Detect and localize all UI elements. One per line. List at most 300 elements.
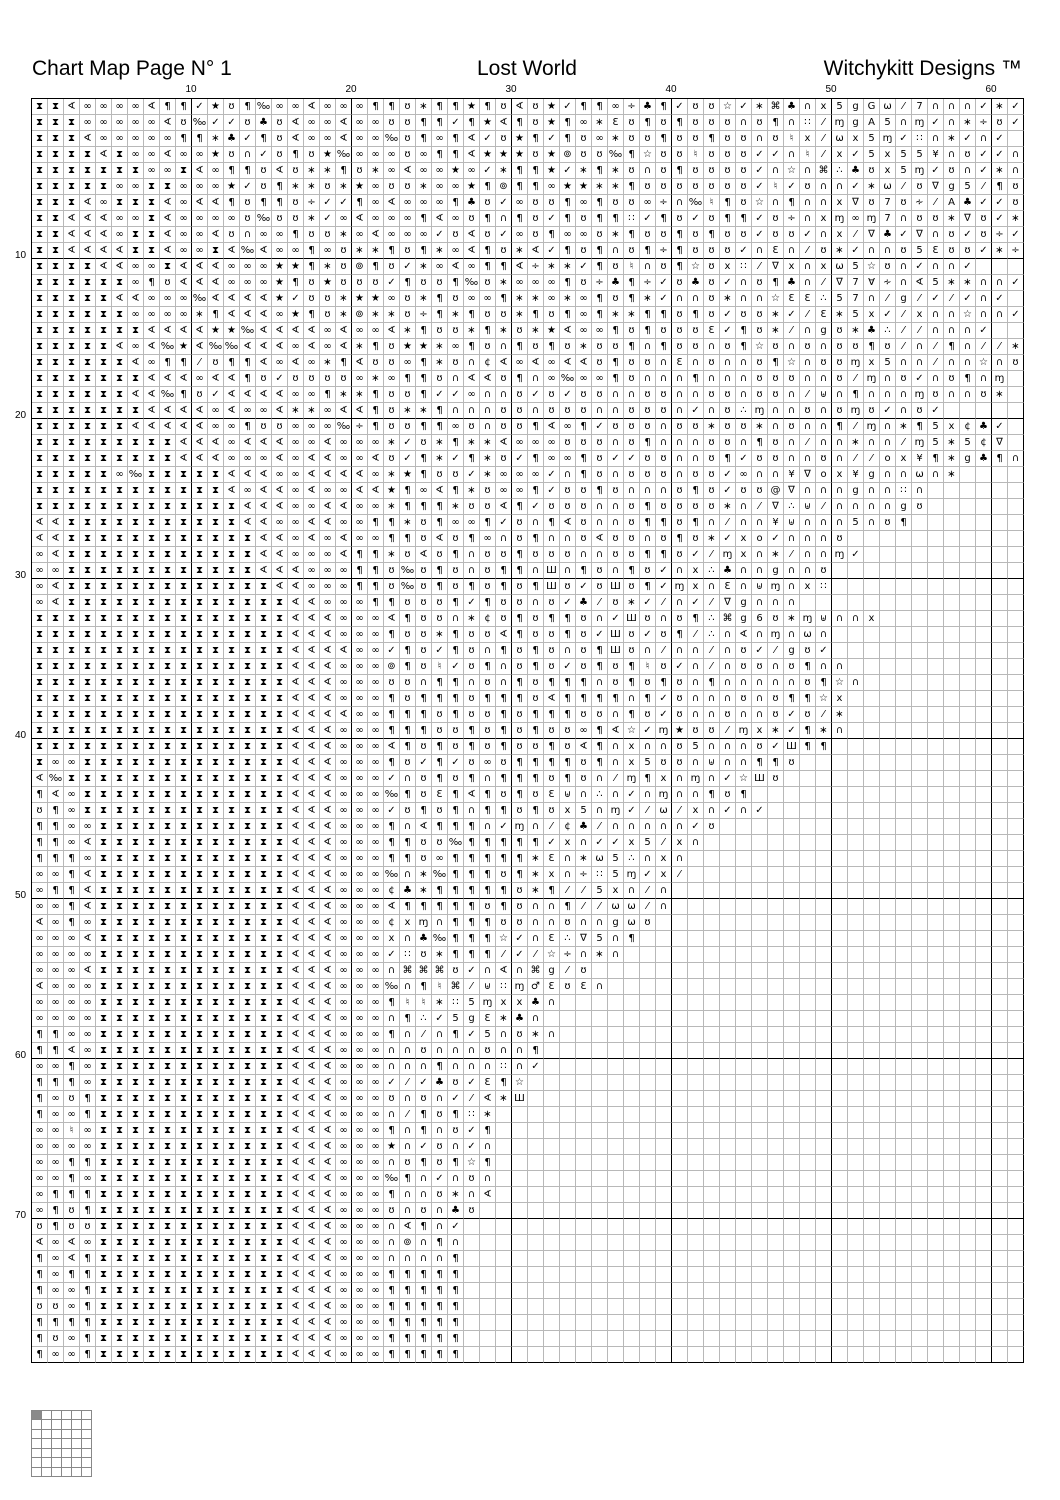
stitch-cell (672, 1075, 688, 1091)
stitch-cell: ∞ (368, 1139, 384, 1155)
stitch-cell: ¶ (768, 355, 784, 371)
stitch-cell: ¶ (384, 1283, 400, 1299)
stitch-cell: ʊ (912, 403, 928, 419)
stitch-cell: ∗ (768, 723, 784, 739)
stitch-cell (656, 1331, 672, 1347)
stitch-cell: ¶ (432, 115, 448, 131)
stitch-cell: ʊ (208, 355, 224, 371)
stitch-cell: ⧗ (128, 1187, 144, 1203)
stitch-cell: ⧗ (176, 883, 192, 899)
stitch-cell (800, 1059, 816, 1075)
stitch-cell (800, 1123, 816, 1139)
stitch-cell: ⧗ (272, 1075, 288, 1091)
stitch-cell: ʊ (416, 835, 432, 851)
stitch-cell: ⧗ (272, 1219, 288, 1235)
stitch-cell (832, 1171, 848, 1187)
stitch-cell: ⧗ (112, 163, 128, 179)
stitch-cell (672, 883, 688, 899)
stitch-cell: ∗ (352, 243, 368, 259)
stitch-cell: ¶ (352, 579, 368, 595)
stitch-cell: ⧗ (256, 1123, 272, 1139)
stitch-cell: ∢ (288, 611, 304, 627)
stitch-cell: ∢ (320, 1075, 336, 1091)
stitch-cell: ʊ (288, 195, 304, 211)
stitch-cell: ʊ (576, 499, 592, 515)
stitch-cell: ∩ (560, 531, 576, 547)
stitch-cell: ∢ (208, 291, 224, 307)
stitch-cell: ∞ (528, 435, 544, 451)
stitch-cell (704, 1091, 720, 1107)
stitch-cell: ʊ (720, 243, 736, 259)
stitch-cell (896, 675, 912, 691)
stitch-cell (832, 1251, 848, 1267)
stitch-cell: ¶ (32, 1315, 48, 1331)
stitch-cell: ¶ (496, 563, 512, 579)
stitch-cell: ⧗ (80, 147, 96, 163)
stitch-cell: ʊ (416, 739, 432, 755)
stitch-cell: ⧗ (160, 979, 176, 995)
stitch-cell: ʊ (752, 323, 768, 339)
stitch-cell (928, 611, 944, 627)
stitch-cell: ∗ (384, 307, 400, 323)
stitch-cell: ʊ (640, 387, 656, 403)
stitch-cell: ¶ (592, 691, 608, 707)
stitch-cell: ¶ (640, 243, 656, 259)
stitch-cell: ∞ (352, 611, 368, 627)
stitch-cell: ∩ (496, 1043, 512, 1059)
row-label: 60 (15, 1050, 27, 1061)
stitch-cell (608, 1139, 624, 1155)
stitch-cell (832, 1283, 848, 1299)
stitch-cell: ⧗ (160, 1299, 176, 1315)
stitch-cell: ∗ (288, 403, 304, 419)
stitch-cell (960, 1059, 976, 1075)
stitch-cell: ∩ (608, 435, 624, 451)
stitch-cell (560, 1155, 576, 1171)
stitch-cell: ‰ (256, 211, 272, 227)
stitch-cell: ∞ (32, 947, 48, 963)
stitch-cell: ∞ (32, 563, 48, 579)
stitch-cell: ☆ (464, 1155, 480, 1171)
stitch-cell: ʊ (736, 419, 752, 435)
stitch-cell (720, 883, 736, 899)
stitch-cell (656, 1059, 672, 1075)
stitch-cell: ∞ (176, 195, 192, 211)
stitch-cell: ∢ (336, 131, 352, 147)
stitch-cell: ¶ (592, 99, 608, 115)
stitch-cell (1008, 899, 1024, 915)
stitch-cell: ✓ (848, 243, 864, 259)
stitch-cell: ∩ (656, 419, 672, 435)
stitch-cell: ⧗ (144, 963, 160, 979)
stitch-cell: ∗ (512, 243, 528, 259)
stitch-cell: ⧗ (192, 1027, 208, 1043)
stitch-cell: ¶ (464, 851, 480, 867)
stitch-cell: ∞ (512, 467, 528, 483)
stitch-cell (912, 915, 928, 931)
stitch-cell: ⧗ (112, 307, 128, 323)
stitch-cell: ¶ (496, 835, 512, 851)
stitch-cell (928, 771, 944, 787)
stitch-cell: ¶ (640, 547, 656, 563)
stitch-cell (640, 1219, 656, 1235)
stitch-cell (960, 1043, 976, 1059)
stitch-cell: ¶ (528, 579, 544, 595)
stitch-cell: ¶ (480, 883, 496, 899)
stitch-cell: ∞ (352, 1251, 368, 1267)
stitch-cell (848, 1107, 864, 1123)
stitch-cell: ∩ (608, 787, 624, 803)
stitch-cell (672, 1011, 688, 1027)
stitch-cell: ¶ (528, 307, 544, 323)
stitch-cell: x (736, 531, 752, 547)
stitch-cell (576, 1139, 592, 1155)
stitch-cell: 7 (912, 99, 928, 115)
stitch-cell: ʊ (544, 387, 560, 403)
stitch-cell: ∢ (320, 1139, 336, 1155)
stitch-cell: ∩ (800, 211, 816, 227)
stitch-cell: ∞ (336, 1283, 352, 1299)
stitch-cell (864, 1059, 880, 1075)
stitch-cell: ∢ (304, 1075, 320, 1091)
stitch-cell: ʊ (480, 307, 496, 323)
stitch-cell (704, 915, 720, 931)
stitch-cell (784, 851, 800, 867)
stitch-cell: ∢ (320, 835, 336, 851)
stitch-cell: ʊ (416, 1091, 432, 1107)
stitch-cell: ∩ (752, 243, 768, 259)
stitch-cell: ∩ (576, 947, 592, 963)
stitch-cell: ∞ (64, 819, 80, 835)
stitch-cell (672, 1139, 688, 1155)
stitch-cell: ω (880, 99, 896, 115)
stitch-cell: ∩ (736, 755, 752, 771)
stitch-cell: g (464, 1011, 480, 1027)
stitch-cell: ∩ (480, 819, 496, 835)
stitch-cell (640, 1315, 656, 1331)
stitch-cell: ∢ (320, 1315, 336, 1331)
stitch-cell (592, 1235, 608, 1251)
stitch-cell (944, 611, 960, 627)
stitch-cell: ⧗ (112, 483, 128, 499)
stitch-cell (736, 819, 752, 835)
stitch-cell: ★ (368, 291, 384, 307)
stitch-cell: ∗ (304, 211, 320, 227)
stitch-cell: ‰ (240, 243, 256, 259)
stitch-cell: 5 (480, 1027, 496, 1043)
stitch-cell: ∩ (400, 1091, 416, 1107)
stitch-cell (832, 739, 848, 755)
stitch-cell: ⧗ (128, 227, 144, 243)
stitch-cell: ∢ (192, 259, 208, 275)
stitch-cell: ⧗ (128, 483, 144, 499)
stitch-cell (976, 1347, 992, 1363)
stitch-cell: ⧗ (64, 547, 80, 563)
stitch-cell: ✓ (960, 259, 976, 275)
stitch-cell: ʊ (640, 179, 656, 195)
stitch-cell (672, 1155, 688, 1171)
stitch-cell: ∩ (640, 851, 656, 867)
stitch-cell: ∢ (160, 403, 176, 419)
stitch-cell: ∞ (336, 1075, 352, 1091)
stitch-cell: ¶ (736, 323, 752, 339)
stitch-cell: ¶ (640, 323, 656, 339)
stitch-cell: ∗ (544, 259, 560, 275)
stitch-cell (912, 563, 928, 579)
stitch-cell: ⧗ (272, 659, 288, 675)
stitch-cell: ‰ (432, 931, 448, 947)
stitch-cell: ∩ (464, 675, 480, 691)
stitch-cell (960, 723, 976, 739)
stitch-cell: ʊ (416, 643, 432, 659)
stitch-cell: ¶ (576, 419, 592, 435)
stitch-cell (624, 1027, 640, 1043)
stitch-cell: ¶ (480, 179, 496, 195)
stitch-cell: ⧗ (96, 531, 112, 547)
stitch-cell (880, 1347, 896, 1363)
stitch-cell: Ш (784, 739, 800, 755)
stitch-cell (752, 899, 768, 915)
stitch-cell: ⧗ (96, 1155, 112, 1171)
stitch-cell: ⧗ (224, 819, 240, 835)
stitch-cell: ⁄ (720, 723, 736, 739)
stitch-cell: ⧗ (256, 739, 272, 755)
stitch-cell: ∴ (832, 163, 848, 179)
stitch-cell: x (656, 851, 672, 867)
stitch-cell (704, 1043, 720, 1059)
stitch-cell (608, 1315, 624, 1331)
stitch-cell: ⧗ (240, 1283, 256, 1299)
stitch-cell (832, 947, 848, 963)
stitch-cell: ʊ (400, 387, 416, 403)
stitch-cell: ∢ (272, 339, 288, 355)
stitch-cell: ⧗ (32, 611, 48, 627)
stitch-cell: ⧗ (160, 931, 176, 947)
stitch-cell: ∢ (32, 1235, 48, 1251)
stitch-cell: ∗ (336, 291, 352, 307)
stitch-cell: ʊ (720, 115, 736, 131)
stitch-cell: ∩ (992, 355, 1008, 371)
stitch-cell: ⧗ (272, 611, 288, 627)
stitch-cell: ★ (496, 147, 512, 163)
stitch-cell (944, 1123, 960, 1139)
stitch-cell: ⧗ (272, 675, 288, 691)
stitch-cell: ʊ (656, 755, 672, 771)
stitch-cell: ⧗ (80, 531, 96, 547)
stitch-cell: ⧗ (128, 563, 144, 579)
stitch-cell (800, 1331, 816, 1347)
stitch-cell: ⁄ (576, 899, 592, 915)
stitch-cell: ⧗ (96, 883, 112, 899)
stitch-cell: ʊ (432, 1187, 448, 1203)
stitch-cell: ⧗ (272, 1091, 288, 1107)
stitch-cell: ∢ (304, 1235, 320, 1251)
stitch-cell: ɱ (864, 419, 880, 435)
stitch-cell: ⧗ (128, 1123, 144, 1139)
stitch-cell: ⧗ (112, 995, 128, 1011)
stitch-cell: ∩ (768, 195, 784, 211)
stitch-cell: ⧗ (208, 707, 224, 723)
stitch-cell: ∩ (432, 915, 448, 931)
stitch-cell: ∢ (176, 323, 192, 339)
stitch-cell: ʊ (384, 387, 400, 403)
stitch-cell: ∢ (320, 1059, 336, 1075)
stitch-cell: ⧗ (256, 1235, 272, 1251)
stitch-cell: ʊ (400, 179, 416, 195)
stitch-cell (992, 755, 1008, 771)
stitch-cell: ⧗ (144, 1091, 160, 1107)
stitch-cell (864, 1219, 880, 1235)
stitch-cell: ⧗ (208, 835, 224, 851)
stitch-cell: ʊ (928, 387, 944, 403)
stitch-cell (912, 1203, 928, 1219)
stitch-cell (704, 1027, 720, 1043)
stitch-cell: ∞ (560, 451, 576, 467)
stitch-cell (944, 787, 960, 803)
stitch-cell: ∗ (384, 467, 400, 483)
stitch-cell: ∢ (304, 675, 320, 691)
stitch-cell: ⧗ (240, 627, 256, 643)
stitch-cell (672, 1219, 688, 1235)
stitch-cell: ¶ (624, 291, 640, 307)
stitch-cell: ¶ (400, 707, 416, 723)
page-map-cell (62, 1449, 72, 1458)
stitch-cell (608, 1283, 624, 1299)
stitch-cell: ʊ (512, 403, 528, 419)
stitch-cell: ∞ (48, 947, 64, 963)
stitch-cell: ∞ (64, 1139, 80, 1155)
stitch-cell (464, 1331, 480, 1347)
stitch-cell: ¶ (736, 787, 752, 803)
stitch-cell: ⧗ (144, 563, 160, 579)
stitch-cell: ¶ (464, 771, 480, 787)
stitch-cell: ∗ (704, 419, 720, 435)
stitch-cell: ∢ (224, 371, 240, 387)
stitch-cell: ∩ (496, 531, 512, 547)
stitch-cell (944, 867, 960, 883)
stitch-cell (976, 1139, 992, 1155)
stitch-cell: ✓ (784, 307, 800, 323)
stitch-cell: ∢ (320, 1283, 336, 1299)
stitch-cell (656, 1155, 672, 1171)
stitch-cell: ʊ (416, 851, 432, 867)
stitch-cell: ∞ (80, 115, 96, 131)
stitch-cell (976, 947, 992, 963)
stitch-cell: ∞ (64, 963, 80, 979)
stitch-cell (768, 835, 784, 851)
stitch-cell: ⧗ (112, 515, 128, 531)
stitch-cell: ∇ (848, 195, 864, 211)
stitch-cell: ⧗ (112, 659, 128, 675)
stitch-cell: ʊ (256, 371, 272, 387)
stitch-cell: ∴ (880, 323, 896, 339)
stitch-cell: ∞ (336, 211, 352, 227)
stitch-cell: ∢ (320, 1203, 336, 1219)
stitch-cell: ʊ (816, 451, 832, 467)
stitch-cell: ∩ (832, 435, 848, 451)
stitch-cell: ∩ (672, 467, 688, 483)
stitch-cell: ⧗ (224, 1299, 240, 1315)
stitch-cell: ⧗ (192, 1267, 208, 1283)
stitch-cell: ∢ (464, 371, 480, 387)
stitch-cell (912, 771, 928, 787)
stitch-cell: g (896, 291, 912, 307)
stitch-cell: ∩ (800, 515, 816, 531)
stitch-cell (896, 995, 912, 1011)
stitch-cell (576, 1075, 592, 1091)
stitch-cell: ʊ (624, 515, 640, 531)
stitch-cell: ∢ (176, 435, 192, 451)
stitch-cell: Ɛ (816, 307, 832, 323)
stitch-cell: ⧗ (80, 291, 96, 307)
stitch-cell (768, 1347, 784, 1363)
stitch-cell: ⧗ (256, 1299, 272, 1315)
stitch-cell (1008, 291, 1024, 307)
stitch-cell (672, 1107, 688, 1123)
stitch-cell (816, 1075, 832, 1091)
stitch-cell (496, 1251, 512, 1267)
stitch-cell: ʊ (832, 339, 848, 355)
stitch-cell: ★ (512, 131, 528, 147)
stitch-cell: ⧗ (272, 995, 288, 1011)
stitch-cell (928, 1171, 944, 1187)
stitch-cell: ∩ (896, 259, 912, 275)
stitch-cell: ∞ (576, 291, 592, 307)
stitch-cell (800, 979, 816, 995)
stitch-cell: ¶ (48, 1219, 64, 1235)
stitch-cell: ⧗ (80, 643, 96, 659)
stitch-cell: ⧗ (176, 659, 192, 675)
stitch-cell: ⧗ (192, 1123, 208, 1139)
stitch-cell (624, 1155, 640, 1171)
stitch-cell: ⧗ (256, 787, 272, 803)
stitch-cell (848, 659, 864, 675)
stitch-cell (688, 1155, 704, 1171)
stitch-cell: ∩ (480, 419, 496, 435)
stitch-cell: 5 (608, 867, 624, 883)
stitch-cell: ∩ (400, 867, 416, 883)
stitch-cell: ¶ (496, 643, 512, 659)
stitch-cell: ¶ (672, 627, 688, 643)
stitch-cell: ⧗ (224, 627, 240, 643)
stitch-cell: x (880, 163, 896, 179)
stitch-cell: ⧗ (272, 739, 288, 755)
stitch-cell (800, 1267, 816, 1283)
stitch-cell: ¶ (48, 819, 64, 835)
stitch-cell (976, 963, 992, 979)
stitch-cell: ¶ (32, 1043, 48, 1059)
stitch-cell (864, 691, 880, 707)
stitch-cell (960, 675, 976, 691)
stitch-cell (864, 835, 880, 851)
stitch-cell (736, 1251, 752, 1267)
stitch-cell (752, 963, 768, 979)
stitch-cell: ¶ (560, 275, 576, 291)
stitch-cell (640, 963, 656, 979)
stitch-cell: ⧗ (240, 1043, 256, 1059)
stitch-cell: ∢ (416, 547, 432, 563)
stitch-cell (496, 1283, 512, 1299)
stitch-cell: ∞ (128, 179, 144, 195)
stitch-cell: ∗ (448, 499, 464, 515)
stitch-cell: ⧗ (64, 579, 80, 595)
stitch-cell (1008, 979, 1024, 995)
stitch-cell: ⧗ (48, 243, 64, 259)
stitch-cell: ʊ (400, 755, 416, 771)
stitch-cell: ¶ (432, 1283, 448, 1299)
stitch-cell: ⧗ (240, 1219, 256, 1235)
stitch-cell: ⧗ (112, 691, 128, 707)
